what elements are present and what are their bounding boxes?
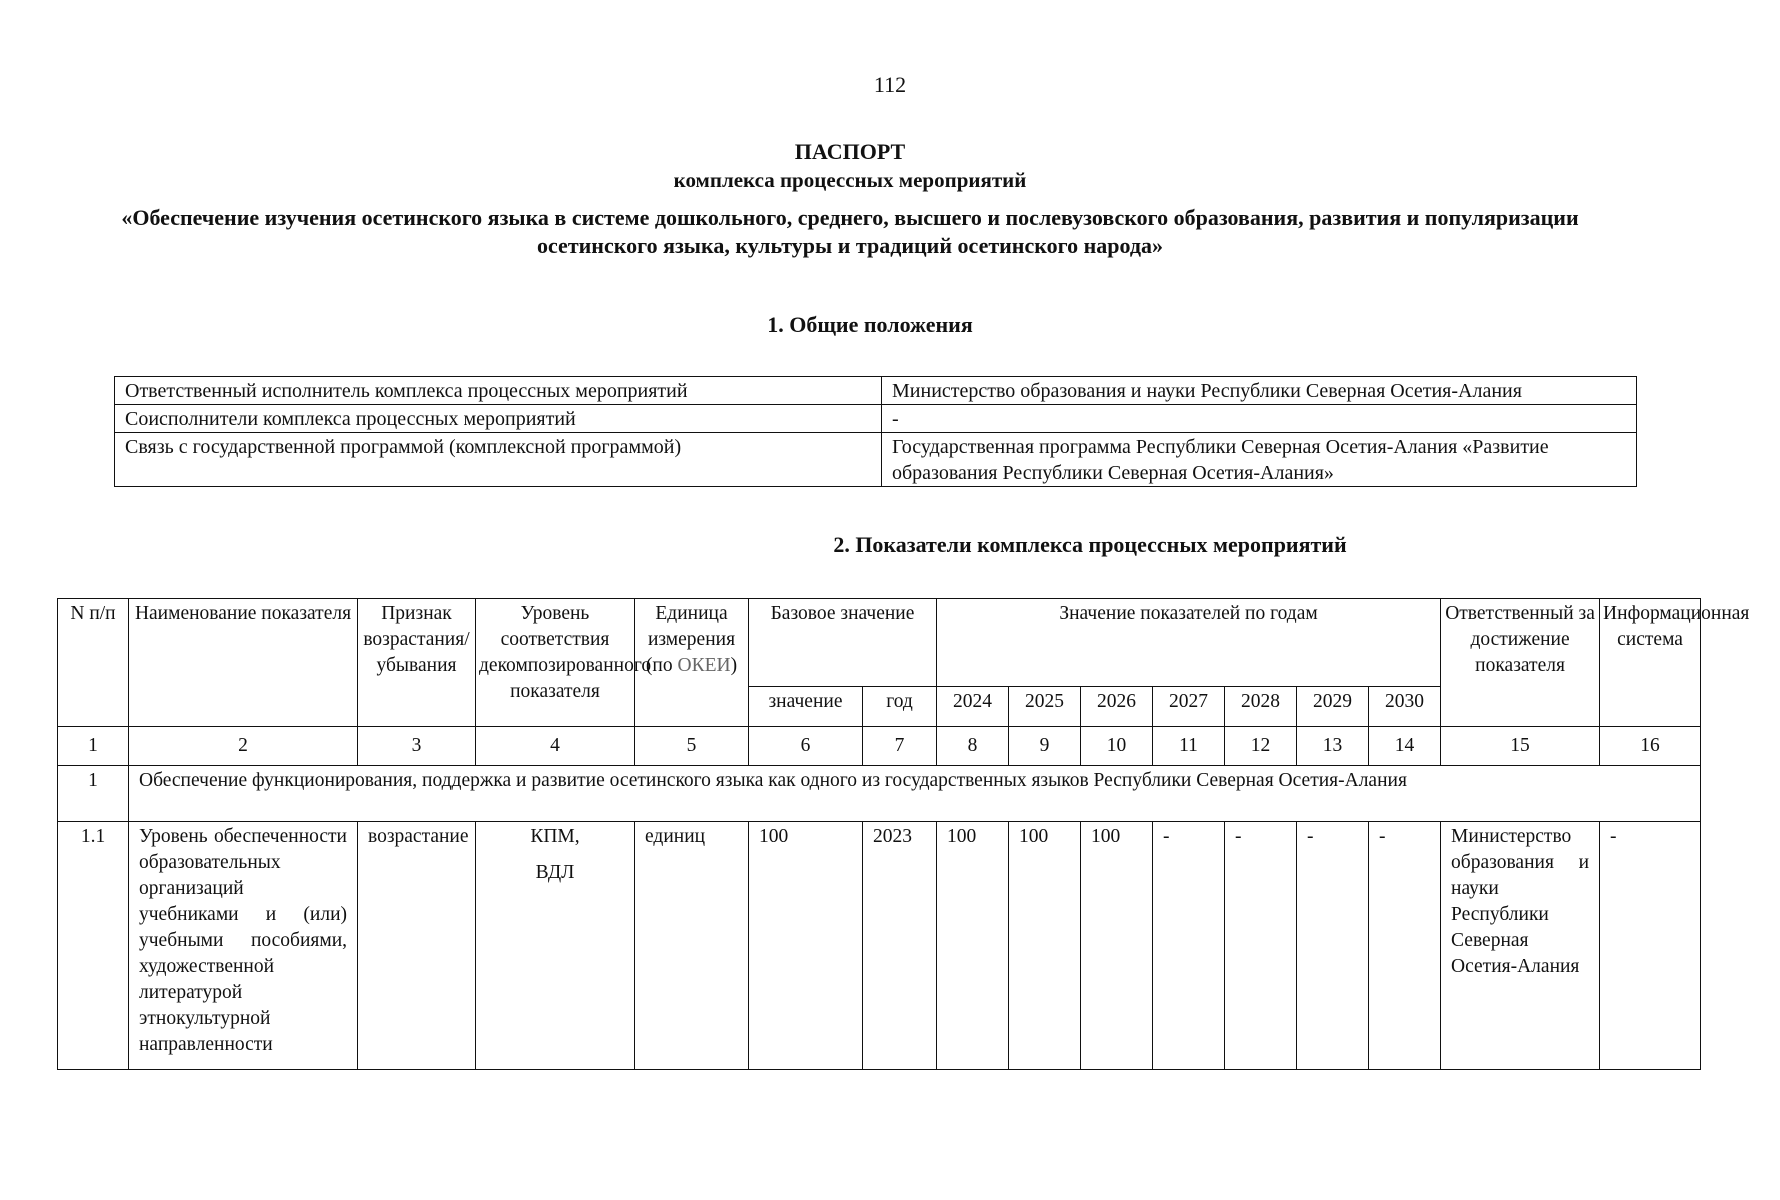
header-years-group: Значение показателей по годам [937,599,1441,687]
title-block [120,138,1580,260]
header-base-year: год [863,687,937,727]
header-num: N п/п [58,599,129,727]
header-unit-okei: ОКЕИ [677,655,731,676]
header-unit-close: ) [730,655,738,676]
column-number: 6 [749,727,863,766]
group-row [58,766,1701,822]
group-text: Обеспечение функционирования, поддержка и развитие осетинского языка как одного из государственных языков Республики Северная Осетия-Алания [129,766,1701,822]
column-number: 13 [1297,727,1369,766]
header-year: 2024 [937,687,1009,727]
row-value: Министерство образования и науки Республики Северная Осетия-Алания [882,377,1637,405]
program-name: «Обеспечение изучения осетинского языка в системе дошкольного, среднего, высшего и послевузовского образования, развития и популяризации осетинского языка, культуры и традиций осетинского народа» [121,205,1579,258]
header-year: 2028 [1225,687,1297,727]
header-year: 2029 [1297,687,1369,727]
column-number: 4 [476,727,635,766]
table-row [115,405,1637,433]
row-year-value: 100 [1009,822,1081,1070]
row-year-value: - [1225,822,1297,1070]
header-base-value: значение [749,687,863,727]
header-level: Уровень соответствия декомпозированного показателя [476,599,635,727]
table-row [115,433,1637,487]
column-number: 12 [1225,727,1297,766]
row-year-value: - [1297,822,1369,1070]
table-row [115,377,1637,405]
row-year-value: - [1369,822,1441,1070]
column-number: 11 [1153,727,1225,766]
column-number: 16 [1600,727,1701,766]
column-number: 2 [129,727,358,766]
header-name: Наименование показателя [129,599,358,727]
row-year-value: 100 [1081,822,1153,1070]
row-level [476,822,635,1070]
row-unit: единиц [635,822,749,1070]
row-sign: возрастание [358,822,476,1070]
column-number: 7 [863,727,937,766]
header-year: 2026 [1081,687,1153,727]
page-number: 112 [873,72,907,97]
column-number: 8 [937,727,1009,766]
table-row [58,822,1701,1070]
column-number: 1 [58,727,129,766]
header-sign: Признак возрастания/ убывания [358,599,476,727]
header-year: 2027 [1153,687,1225,727]
header-row [58,599,1701,687]
document-subtitle: комплекса процессных мероприятий [673,168,1027,192]
column-number-row [58,727,1701,766]
header-year: 2030 [1369,687,1441,727]
row-base-value: 100 [749,822,863,1070]
header-info: Информационная система [1600,599,1701,727]
group-num: 1 [58,766,129,822]
row-name: Уровень обеспеченности образовательных организаций учебниками и (или) учебными пособиями, художественной литературой этнокультурной направленности [129,822,358,1070]
row-level-a: КПМ, [530,826,580,847]
header-base: Базовое значение [749,599,937,687]
header-year: 2025 [1009,687,1081,727]
row-num: 1.1 [58,822,129,1070]
row-base-year: 2023 [863,822,937,1070]
header-responsible: Ответственный за достижение показателя [1441,599,1600,727]
row-responsible: Министерство образования и науки Республики Северная Осетия-Алания [1441,822,1600,1070]
indicators-table [57,598,1750,1070]
row-label: Соисполнители комплекса процессных мероприятий [115,405,882,433]
section-2-heading: 2. Показатели комплекса процессных мероприятий [833,532,1347,557]
row-label: Связь с государственной программой (комплексной программой) [115,433,882,487]
column-number: 15 [1441,727,1600,766]
column-number: 9 [1009,727,1081,766]
column-number: 5 [635,727,749,766]
general-provisions-table [114,376,1637,487]
row-label: Ответственный исполнитель комплекса процессных мероприятий [115,377,882,405]
row-year-value: 100 [937,822,1009,1070]
row-year-value: - [1153,822,1225,1070]
section-1-heading: 1. Общие положения [767,312,973,337]
header-unit [635,599,749,727]
row-info: - [1600,822,1701,1070]
row-value: Государственная программа Республики Северная Осетия-Алания «Развитие образования Республики Северная Осетия-Алания» [882,433,1637,487]
column-number: 3 [358,727,476,766]
row-level-b: ВДЛ [535,862,575,883]
column-number: 14 [1369,727,1441,766]
document-title: ПАСПОРТ [794,139,906,164]
header-unit-text: Единица измерения (по [645,603,736,676]
column-number: 10 [1081,727,1153,766]
row-value: - [882,405,1637,433]
